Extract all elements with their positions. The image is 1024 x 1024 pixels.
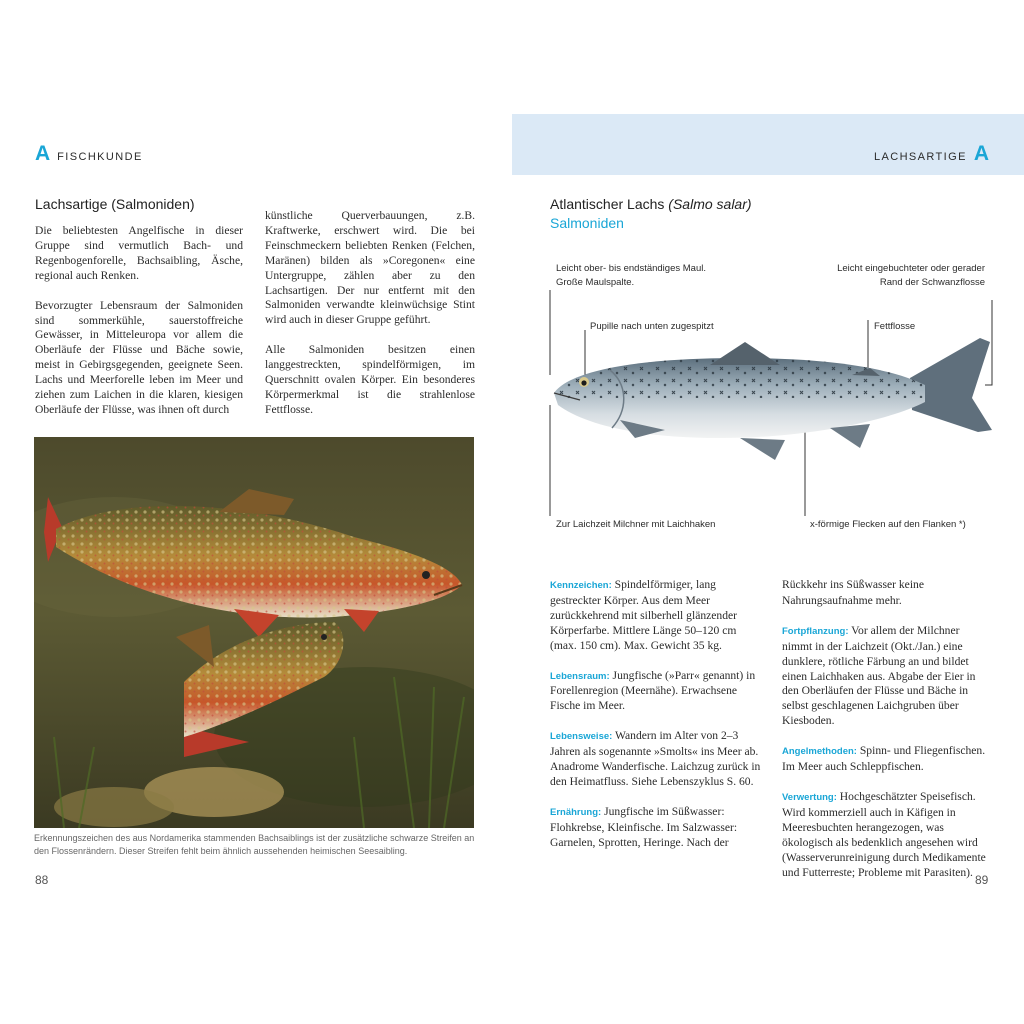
chapter-letter: A (35, 142, 51, 165)
fact-key: Fortpflanzung: (782, 625, 849, 637)
facts-column-2 (782, 578, 992, 895)
label-pupil: Pupille nach unten zugespitzt (590, 321, 714, 332)
fact-text: Rückkehr ins Süßwasser keine Nahrungsaufnahme mehr. (782, 578, 924, 607)
species-family: Salmoniden (550, 215, 624, 231)
fact-lifestyle (550, 729, 762, 790)
fact-key: Kennzeichen: (550, 580, 612, 591)
label-adipose-fin: Fettflosse (874, 321, 916, 332)
page-number-left: 88 (35, 873, 49, 887)
fact-key: Ernährung: (550, 806, 602, 818)
label-mouth: Leicht ober- bis endständiges Maul. Große Maulspalte. (556, 263, 706, 288)
paragraph: Die beliebtesten Angelfische in dieser Gruppe sind vermutlich Bach- und Regenbogenforelle, Bachsaibling, Äsche, regional auch Renken. (35, 224, 243, 282)
fact-angling-methods (782, 744, 992, 775)
fact-text: Vor allem der Milchner nimmt in der Laichzeit (Okt./Jan.) eine dunklere, rötliche Färbung an und bildet einen Laichhaken aus. Abgabe der Eier in den Oberläufen der Flüsse und Bäche in selbst geschlagenen Laichgruben über Kiesboden. (782, 623, 976, 728)
section-heading: Lachsartige (Salmoniden) (35, 196, 195, 212)
brook-trout-photo (34, 437, 474, 828)
species-latin-name: (Salmo salar) (668, 196, 752, 212)
fact-text: Hochgeschätzter Speisefisch. Wird kommerziell auch in Käfigen in Meeresbuchten herangezogen, was ökologisch als bedenklich angesehen wird (Wasserverunreinigung durch Medikamente und Futterreste; Probleme mit Parasiten). (782, 789, 986, 879)
fact-habitat (550, 669, 762, 715)
chapter-header-right (874, 142, 989, 166)
chapter-title: FISCHKUNDE (57, 151, 143, 163)
fact-text: Spinn- und Fliegenfischen. Im Meer auch Schleppfischen. (782, 744, 986, 774)
fact-text: Jungfische (»Parr« genannt) in Forellenregion (Meernähe). Erwachsene Fische im Meer. (550, 668, 756, 713)
fact-text: Wandern im Alter von 2–3 Jahren als sogenannte »Smolts« ins Meer ab. Anadrome Wanderfische. Laichzug zurück in den Heimatfluss. Siehe Lebenszyklus S. 60. (550, 729, 761, 788)
facts-column-1 (550, 578, 762, 866)
fact-key: Angelmethoden: (782, 746, 857, 758)
fact-key: Lebensweise: (550, 731, 613, 743)
paragraph: künstliche Querverbauungen, z.B. Kraftwerke, erschwert wird. Die bei Feinschmeckern beliebten Renken (Felchen, Maränen) bilden als »Coregonen« eine Untergruppe, zählen aber zu den Lachsartigen. Der nur entfernt mit den Salmoniden verwandte kleinwüchsige Stint wird auch in dieser Gruppe geführt. (265, 209, 475, 327)
chapter-header-left (35, 142, 143, 166)
fact-key: Lebensraum: (550, 670, 610, 682)
label-kype: Zur Laichzeit Milchner mit Laichhaken (556, 519, 716, 530)
chapter-letter: A (973, 142, 989, 165)
fact-key: Verwertung: (782, 791, 837, 803)
species-title (550, 196, 752, 212)
label-tail: Leicht eingebuchteter oder gerader Rand der Schwanzflosse (837, 263, 985, 288)
fact-features (550, 578, 762, 654)
salmon-illustration (540, 280, 1010, 520)
page-number-right: 89 (975, 873, 989, 887)
paragraph: Alle Salmoniden besitzen einen langgestreckten, spindelförmigen, im Querschnitt ovalen Körper. Ein besonderes Körpermerkmal ist die strahlenlose Fettflosse. (265, 343, 475, 416)
species-name: Atlantischer Lachs (550, 196, 665, 212)
fact-usage (782, 790, 992, 880)
label-spots: x-förmige Flecken auf den Flanken *) (810, 519, 966, 530)
fact-diet-continued (782, 578, 992, 609)
text-column-2 (265, 209, 475, 433)
text-column-1 (35, 224, 243, 433)
fact-text: Spindelförmiger, lang gestreckter Körper. Aus dem Meer zurückkehrend mit silberhell glänzender Körperfarbe. Mittlere Länge 50–120 cm (max. 150 cm). Max. Gewicht 35 kg. (550, 578, 738, 652)
chapter-title: LACHSARTIGE (873, 151, 967, 163)
fact-diet (550, 805, 762, 851)
photo-caption: Erkennungszeichen des aus Nordamerika stammenden Bachsaiblings ist der zusätzliche schwarze Streifen an den Flossenrändern. Dieser Streifen fehlt beim ähnlich aussehenden heimischen Seesaibling. (34, 833, 475, 856)
fact-text: Jungfische im Süßwasser: Flohkrebse, Kleinfische. Im Salzwasser: Garnelen, Sprotten, Heringe. Nach der (550, 804, 738, 849)
fact-reproduction (782, 624, 992, 729)
paragraph: Bevorzugter Lebensraum der Salmoniden sind sommerkühle, sauerstoffreiche Gewässer, in Mitteleuropa vor allem die Oberläufe der Flüsse und Bäche sowie, meist in Gebirgsgegenden, geeignete Seen. Lachs und Meerforelle leben im Meer und ziehen zum Laichen in die klaren, kiesigen Oberläufe der Flüsse, was ihnen oft durch (35, 298, 243, 416)
